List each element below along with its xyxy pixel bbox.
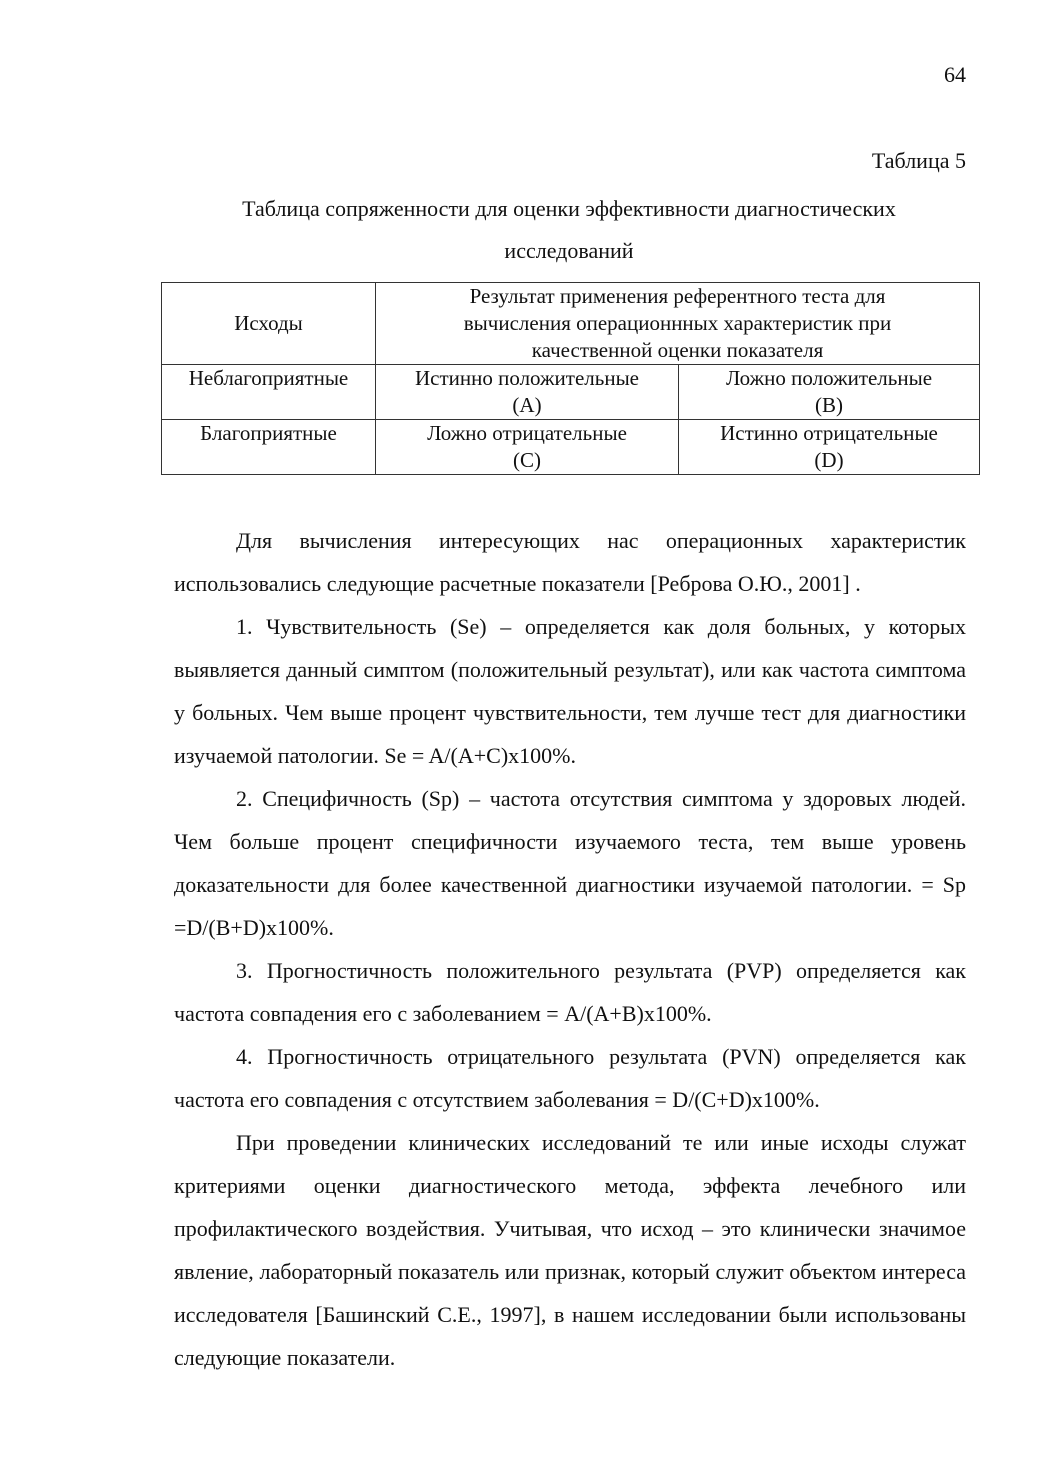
header-result-line: вычисления операционнных характеристик при [463, 311, 892, 335]
table-cell [679, 365, 980, 420]
cell-letter: (B) [815, 393, 843, 417]
outcome-cell: Неблагоприятные [162, 365, 376, 420]
header-result-line: Результат применения референтного теста для [469, 284, 886, 308]
table-caption-line: Таблица сопряженности для оценки эффективности диагностических [242, 196, 896, 221]
table-row [162, 365, 980, 420]
table-cell [376, 365, 679, 420]
contingency-table [161, 282, 980, 475]
header-result [376, 283, 980, 365]
header-outcomes: Исходы [162, 283, 376, 365]
cell-letter: (C) [513, 448, 541, 472]
cell-label: Истинно положительные [414, 366, 640, 390]
paragraph: При проведении клинических исследований те или иные исходы служат критериями оценки диагностического метода, эффекта лечебного или профилактического воздействия. Учитывая, что исход – это клинически значимое явление, лабораторный показатель или признак, который служит объектом интереса исследователя [Башинский С.Е., 1997], в нашем исследовании были использованы следующие показатели. [174, 1130, 966, 1370]
table-label: Таблица 5 [871, 148, 966, 173]
paragraph: 2. Специфичность (Sp) – частота отсутствия симптома у здоровых людей. Чем больше процент специфичности изучаемого теста, тем выше уровень доказательности для более качественной диагностики изучаемой патологии. = Sp =D/(B+D)x100%. [174, 786, 966, 940]
header-result-line: качественной оценки показателя [531, 338, 824, 362]
paragraph: 3. Прогностичность положительного результата (PVP) определяется как частота совпадения его с заболеванием = A/(A+B)x100%. [174, 958, 966, 1026]
paragraph: 1. Чувствительность (Se) – определяется как доля больных, у которых выявляется данный симптом (положительный результат), или как частота симптома у больных. Чем выше процент чувствительности, тем лучше тест для диагностики изучаемой патологии. Se = A/(A+C)x100%. [174, 614, 966, 768]
outcome-cell: Благоприятные [162, 420, 376, 475]
table-header-row [162, 283, 980, 365]
table-cell [376, 420, 679, 475]
body-text [174, 519, 966, 1379]
paragraph: Для вычисления интересующих нас операционных характеристик использовались следующие расчетные показатели [Реброва О.Ю., 2001] . [174, 528, 966, 596]
cell-label: Истинно отрицательные [720, 421, 938, 445]
paragraph: 4. Прогностичность отрицательного результата (PVN) определяется как частота его совпадения с отсутствием заболевания = D/(C+D)x100%. [174, 1044, 966, 1112]
cell-letter: (A) [512, 393, 542, 417]
table-cell [679, 420, 980, 475]
table-caption [160, 188, 978, 272]
cell-label: Ложно отрицательные [427, 421, 627, 445]
table-row [162, 420, 980, 475]
cell-letter: (D) [814, 448, 844, 472]
cell-label: Ложно положительные [725, 366, 933, 390]
page-number: 64 [944, 62, 966, 87]
table-caption-line: исследований [504, 238, 634, 263]
